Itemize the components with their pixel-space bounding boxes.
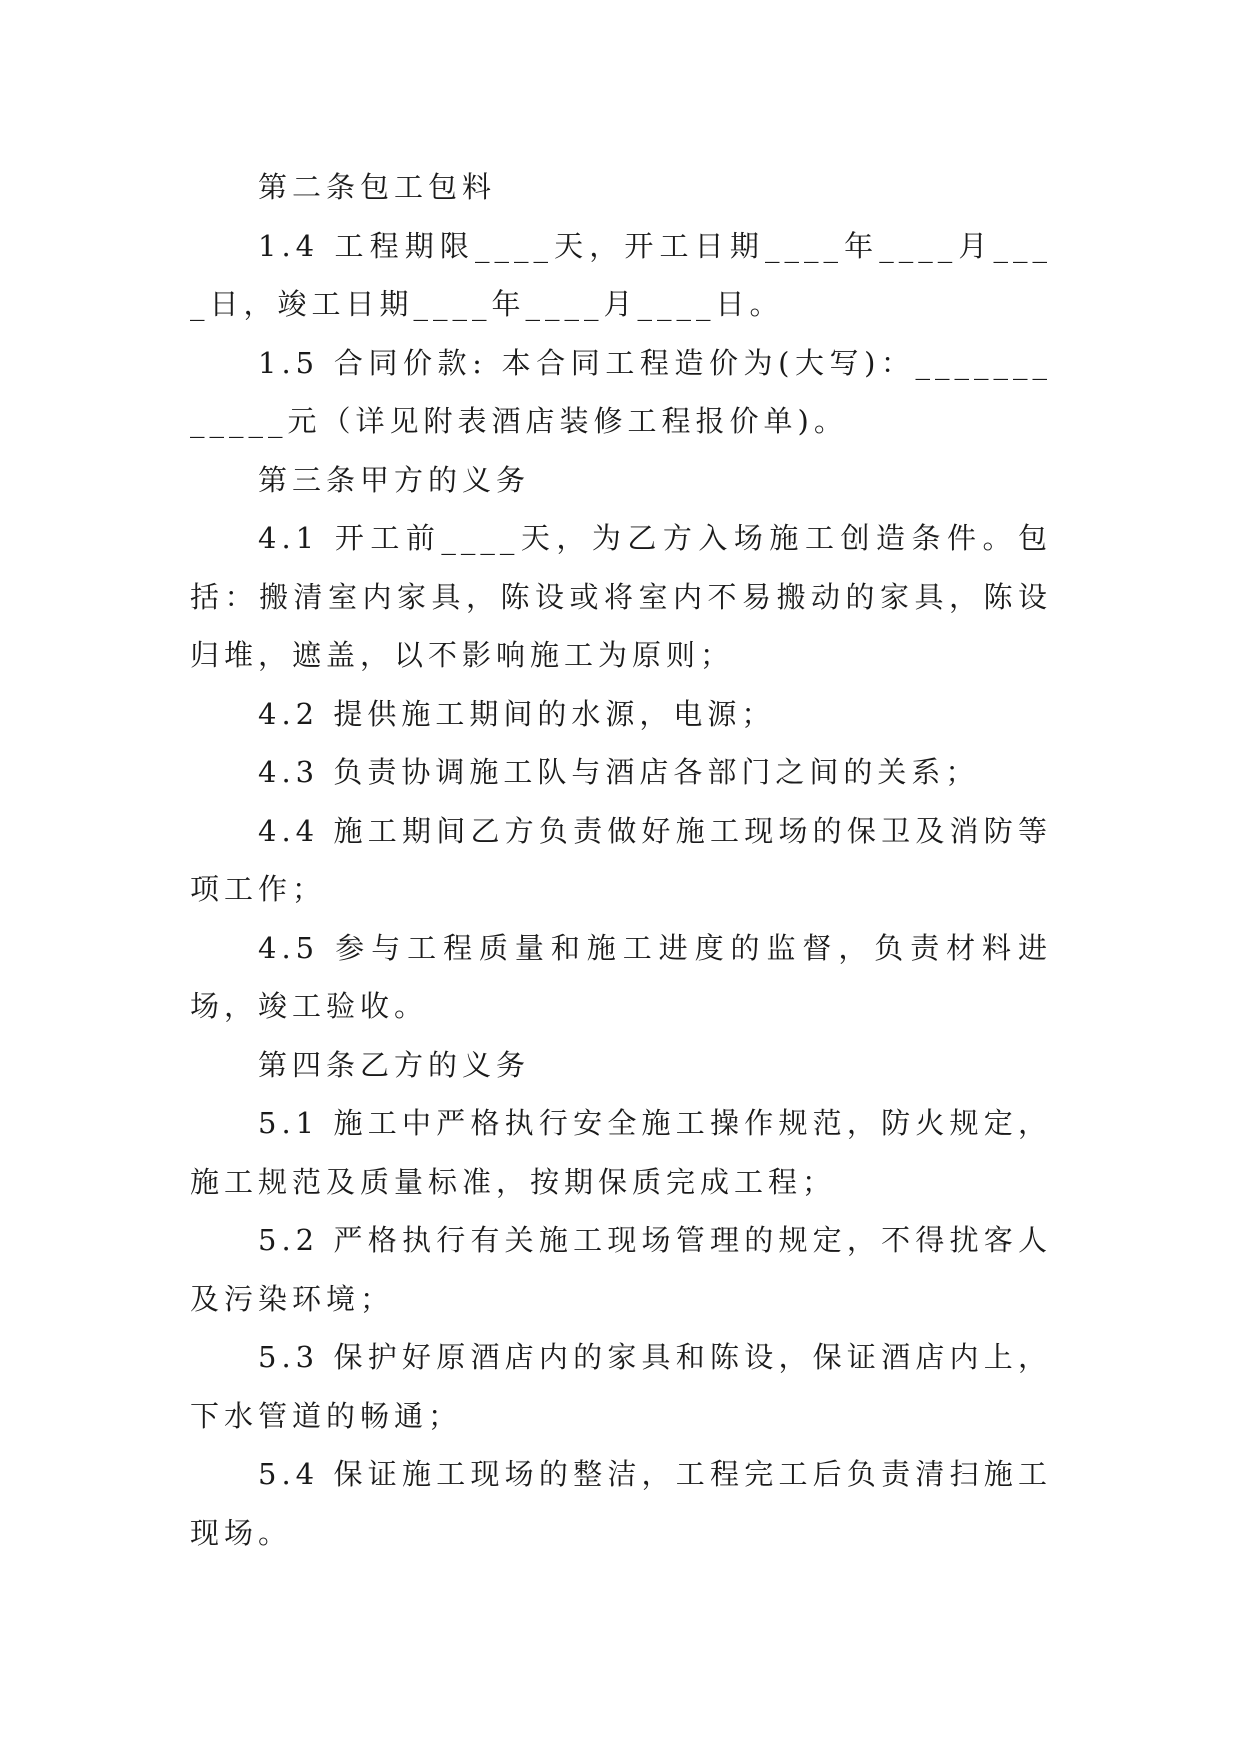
clause-paragraph: 1.5 合同价款: 本合同工程造价为(大写)：____________元（详见附表酒店装修工程报价单)。 bbox=[190, 345, 1052, 438]
section-heading: 第四条乙方的义务 bbox=[258, 1047, 531, 1082]
section-heading: 第二条包工包料 bbox=[258, 170, 497, 204]
clause-paragraph: 4.2 提供施工期间的水源，电源； bbox=[258, 696, 776, 731]
clause-paragraph: 5.2 严格执行有关施工现场管理的规定，不得扰客人及污染环境； bbox=[190, 1223, 1052, 1316]
clause-paragraph: 4.4 施工期间乙方负责做好施工现场的保卫及消防等项工作； bbox=[190, 813, 1052, 906]
clause-paragraph: 5.3 保护好原酒店内的家具和陈设，保证酒店内上，下水管道的畅通； bbox=[190, 1340, 1052, 1433]
clause-paragraph: 1.4 工程期限____天，开工日期____年____月____日，竣工日期____年____月____日。 bbox=[190, 228, 1052, 321]
clause-paragraph: 5.4 保证施工现场的整洁，工程完工后负责清扫施工现场。 bbox=[190, 1457, 1052, 1550]
section-heading: 第三条甲方的义务 bbox=[258, 462, 531, 497]
clause-paragraph: 5.1 施工中严格执行安全施工操作规范，防火规定，施工规范及质量标准，按期保质完成工程； bbox=[190, 1106, 1052, 1199]
clause-paragraph: 4.3 负责协调施工队与酒店各部门之间的关系； bbox=[258, 755, 980, 789]
clause-paragraph: 4.1 开工前____天，为乙方入场施工创造条件。包括：搬清室内家具，陈设或将室内不易搬动的家具，陈设归堆，遮盖，以不影响施工为原则； bbox=[190, 521, 1052, 672]
clause-paragraph: 4.5 参与工程质量和施工进度的监督，负责材料进场，竣工验收。 bbox=[190, 930, 1052, 1023]
document-body bbox=[190, 158, 1052, 1562]
